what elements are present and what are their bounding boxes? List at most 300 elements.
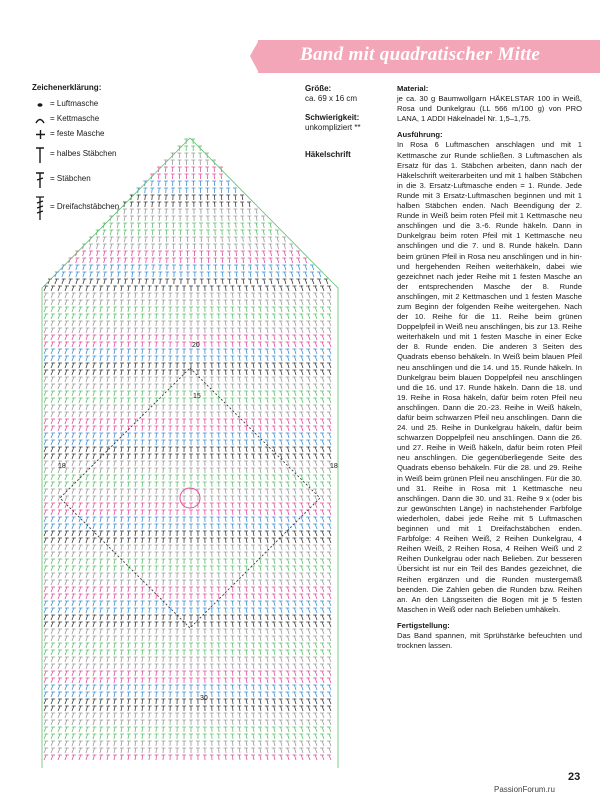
stitch-mark	[196, 314, 200, 319]
stitch-mark	[237, 748, 241, 753]
stitch-mark	[106, 405, 110, 410]
stitch-mark	[240, 195, 244, 200]
stitch-mark	[120, 601, 124, 606]
stitch-mark	[58, 398, 62, 403]
stitch-mark	[182, 538, 186, 543]
stitch-mark	[155, 461, 159, 466]
stitch-mark	[148, 349, 152, 354]
stitch-mark	[230, 566, 234, 571]
stitch-mark	[203, 748, 207, 753]
stitch-mark	[106, 384, 110, 389]
stitch-mark	[320, 398, 324, 403]
stitch-mark	[127, 363, 131, 368]
stitch-mark	[106, 538, 110, 543]
stitch-mark	[279, 510, 283, 515]
stitch-mark	[203, 615, 207, 620]
stitch-mark	[320, 384, 324, 389]
stitch-mark	[272, 692, 276, 697]
stitch-mark	[199, 230, 203, 235]
stitch-mark	[155, 622, 159, 627]
stitch-mark	[313, 342, 317, 347]
stitch-mark	[313, 349, 317, 354]
stitch-mark	[261, 223, 265, 228]
stitch-mark	[272, 412, 276, 417]
stitch-mark	[203, 307, 207, 312]
stitch-mark	[120, 398, 124, 403]
stitch-mark	[72, 412, 76, 417]
stitch-mark	[210, 685, 214, 690]
stitch-mark	[286, 699, 290, 704]
stitch-mark	[306, 384, 310, 389]
stitch-mark	[134, 433, 138, 438]
stitch-mark	[144, 202, 148, 207]
stitch-mark	[313, 734, 317, 739]
stitch-mark	[265, 734, 269, 739]
stitch-mark	[217, 713, 221, 718]
stitch-mark	[210, 580, 214, 585]
stitch-mark	[210, 321, 214, 326]
stitch-mark	[217, 426, 221, 431]
stitch-mark	[210, 671, 214, 676]
stitch-mark	[230, 461, 234, 466]
stitch-mark	[217, 566, 221, 571]
stitch-mark	[175, 384, 179, 389]
page-number: 23	[568, 771, 581, 783]
stitch-mark	[65, 741, 69, 746]
stitch-mark	[106, 587, 110, 592]
stitch-mark	[251, 531, 255, 536]
stitch-mark	[203, 405, 207, 410]
stitch-mark	[175, 370, 179, 375]
stitch-mark	[198, 174, 202, 179]
stitch-mark	[272, 643, 276, 648]
stitch-mark	[51, 727, 55, 732]
stitch-mark	[265, 482, 269, 487]
stitch-mark	[251, 699, 255, 704]
stitch-mark	[51, 433, 55, 438]
stitch-mark	[286, 447, 290, 452]
stitch-mark	[254, 230, 258, 235]
stitch-mark	[272, 580, 276, 585]
stitch-mark	[299, 559, 303, 564]
stitch-mark	[134, 293, 138, 298]
stitch-mark	[120, 755, 124, 760]
stitch-mark	[279, 608, 283, 613]
stitch-mark	[327, 685, 331, 690]
stitch-mark	[240, 209, 244, 214]
stitch-mark	[313, 657, 317, 662]
stitch-mark	[65, 475, 69, 480]
stitch-mark	[251, 629, 255, 634]
stitch-mark	[206, 209, 210, 214]
stitch-mark	[113, 664, 117, 669]
stitch-mark	[72, 328, 76, 333]
stitch-mark	[244, 748, 248, 753]
stitch-mark	[141, 496, 145, 501]
stitch-mark	[155, 664, 159, 669]
stitch-mark	[127, 720, 131, 725]
stitch-mark	[251, 286, 255, 291]
stitch-mark	[127, 454, 131, 459]
stitch-mark	[113, 496, 117, 501]
stitch-mark	[93, 566, 97, 571]
stitch-mark	[286, 377, 290, 382]
stitch-mark	[286, 545, 290, 550]
stitch-mark	[210, 426, 214, 431]
stitch-mark	[258, 398, 262, 403]
stitch-mark	[237, 692, 241, 697]
stitch-mark	[120, 706, 124, 711]
stitch-mark	[320, 335, 324, 340]
stitch-mark	[131, 265, 135, 270]
stitch-mark	[51, 293, 55, 298]
stitch-mark	[134, 559, 138, 564]
stitch-mark	[172, 244, 176, 249]
stitch-mark	[155, 391, 159, 396]
stitch-mark	[320, 510, 324, 515]
stitch-mark	[120, 321, 124, 326]
stitch-mark	[244, 398, 248, 403]
stitch-mark	[127, 566, 131, 571]
stitch-mark	[65, 685, 69, 690]
stitch-mark	[203, 657, 207, 662]
stitch-mark	[279, 426, 283, 431]
stitch-mark	[286, 363, 290, 368]
stitch-mark	[255, 258, 259, 263]
stitch-mark	[86, 734, 90, 739]
stitch-mark	[230, 398, 234, 403]
stitch-mark	[292, 741, 296, 746]
stitch-mark	[244, 370, 248, 375]
stitch-mark	[72, 363, 76, 368]
stitch-mark	[306, 307, 310, 312]
stitch-mark	[161, 615, 165, 620]
stitch-mark	[72, 489, 76, 494]
stitch-mark	[251, 748, 255, 753]
stitch-mark	[51, 622, 55, 627]
stitch-mark	[244, 552, 248, 557]
stitch-mark	[124, 258, 128, 263]
stitch-mark	[99, 573, 103, 578]
stitch-mark	[217, 692, 221, 697]
stitch-mark	[265, 594, 269, 599]
stitch-mark	[279, 615, 283, 620]
stitch-mark	[203, 433, 207, 438]
stitch-mark	[148, 720, 152, 725]
stitch-mark	[217, 496, 221, 501]
stitch-mark	[161, 335, 165, 340]
stitch-mark	[258, 615, 262, 620]
stitch-mark	[110, 258, 114, 263]
stitch-mark	[161, 538, 165, 543]
stitch-mark	[224, 377, 228, 382]
stitch-mark	[86, 454, 90, 459]
stitch-mark	[172, 237, 176, 242]
stitch-mark	[171, 181, 175, 186]
stitch-mark	[44, 643, 48, 648]
stitch-mark	[96, 279, 100, 284]
stitch-mark	[313, 461, 317, 466]
stitch-mark	[306, 300, 310, 305]
stitch-mark	[106, 622, 110, 627]
stitch-mark	[120, 419, 124, 424]
stitch-mark	[286, 489, 290, 494]
stitch-mark	[44, 454, 48, 459]
stitch-mark	[199, 237, 203, 242]
stitch-mark	[58, 286, 62, 291]
stitch-mark	[230, 447, 234, 452]
stitch-mark	[251, 433, 255, 438]
stitch-mark	[120, 356, 124, 361]
stitch-mark	[265, 531, 269, 536]
stitch-mark	[292, 475, 296, 480]
stitch-mark	[292, 405, 296, 410]
stitch-mark	[93, 573, 97, 578]
stitch-mark	[258, 440, 262, 445]
stitch-mark	[168, 622, 172, 627]
stitch-mark	[265, 727, 269, 732]
stitch-mark	[203, 587, 207, 592]
stitch-mark	[185, 181, 189, 186]
stitch-mark	[237, 741, 241, 746]
stitch-mark	[44, 391, 48, 396]
stitch-mark	[99, 335, 103, 340]
stitch-mark	[251, 419, 255, 424]
stitch-mark	[230, 531, 234, 536]
stitch-mark	[51, 321, 55, 326]
stitch-mark	[189, 552, 193, 557]
stitch-mark	[251, 328, 255, 333]
stitch-mark	[123, 223, 127, 228]
stitch-mark	[58, 538, 62, 543]
stitch-mark	[224, 734, 228, 739]
stitch-mark	[210, 538, 214, 543]
stitch-mark	[127, 335, 131, 340]
stitch-mark	[148, 426, 152, 431]
stitch-mark	[148, 510, 152, 515]
stitch-mark	[203, 678, 207, 683]
stitch-mark	[44, 741, 48, 746]
stitch-mark	[55, 279, 59, 284]
stitch-mark	[234, 230, 238, 235]
stitch-mark	[127, 552, 131, 557]
stitch-mark	[65, 580, 69, 585]
stitch-mark	[51, 454, 55, 459]
stitch-mark	[265, 454, 269, 459]
stitch-mark	[106, 321, 110, 326]
stitch-mark	[175, 524, 179, 529]
stitch-mark	[93, 524, 97, 529]
stitch-mark	[327, 531, 331, 536]
stitch-mark	[127, 559, 131, 564]
stitch-mark	[175, 300, 179, 305]
stitch-mark	[113, 461, 117, 466]
stitch-mark	[217, 580, 221, 585]
stitch-mark	[168, 510, 172, 515]
stitch-mark	[120, 566, 124, 571]
stitch-mark	[106, 286, 110, 291]
stitch-mark	[113, 580, 117, 585]
stitch-mark	[72, 391, 76, 396]
stitch-mark	[72, 692, 76, 697]
stitch-mark	[99, 636, 103, 641]
stitch-mark	[127, 517, 131, 522]
stitch-mark	[93, 426, 97, 431]
stitch-mark	[279, 321, 283, 326]
stitch-mark	[182, 405, 186, 410]
stitch-mark	[324, 279, 328, 284]
stitch-mark	[306, 538, 310, 543]
stitch-mark	[99, 706, 103, 711]
stitch-mark	[289, 279, 293, 284]
stitch-mark	[286, 419, 290, 424]
stitch-mark	[303, 272, 307, 277]
stitch-mark	[148, 636, 152, 641]
stitch-mark	[120, 377, 124, 382]
stitch-mark	[161, 328, 165, 333]
stitch-mark	[168, 692, 172, 697]
stitch-mark	[51, 720, 55, 725]
stitch-mark	[148, 594, 152, 599]
stitch-mark	[65, 496, 69, 501]
stitch-mark	[292, 363, 296, 368]
stitch-mark	[148, 657, 152, 662]
stitch-mark	[155, 657, 159, 662]
stitch-mark	[203, 314, 207, 319]
stitch-mark	[99, 699, 103, 704]
stitch-mark	[179, 258, 183, 263]
size-block	[305, 84, 390, 103]
stitch-mark	[292, 321, 296, 326]
stitch-mark	[279, 713, 283, 718]
stitch-mark	[44, 496, 48, 501]
stitch-mark	[224, 405, 228, 410]
stitch-mark	[175, 391, 179, 396]
stitch-mark	[230, 559, 234, 564]
stitch-mark	[286, 573, 290, 578]
stitch-mark	[93, 384, 97, 389]
stitch-mark	[313, 636, 317, 641]
stitch-mark	[310, 272, 314, 277]
stitch-mark	[198, 160, 202, 165]
stitch-mark	[299, 748, 303, 753]
stitch-mark	[210, 517, 214, 522]
stitch-mark	[113, 286, 117, 291]
stitch-mark	[127, 713, 131, 718]
stitch-mark	[72, 734, 76, 739]
stitch-mark	[292, 552, 296, 557]
stitch-mark	[178, 223, 182, 228]
stitch-mark	[279, 524, 283, 529]
stitch-mark	[141, 615, 145, 620]
stitch-mark	[279, 741, 283, 746]
stitch-mark	[51, 510, 55, 515]
stitch-mark	[258, 713, 262, 718]
stitch-mark	[120, 538, 124, 543]
stitch-mark	[224, 412, 228, 417]
stitch-mark	[196, 643, 200, 648]
stitch-mark	[210, 531, 214, 536]
stitch-mark	[299, 664, 303, 669]
stitch-mark	[65, 419, 69, 424]
stitch-mark	[220, 272, 224, 277]
stitch-mark	[327, 643, 331, 648]
stitch-mark	[189, 335, 193, 340]
stitch-mark	[44, 342, 48, 347]
stitch-mark	[217, 356, 221, 361]
stitch-mark	[320, 489, 324, 494]
stitch-mark	[86, 720, 90, 725]
stitch-mark	[127, 342, 131, 347]
stitch-mark	[72, 517, 76, 522]
stitch-mark	[44, 489, 48, 494]
stitch-mark	[292, 538, 296, 543]
stitch-mark	[165, 251, 169, 256]
stitch-mark	[175, 664, 179, 669]
stitch-mark	[272, 482, 276, 487]
stitch-mark	[244, 566, 248, 571]
stitch-mark	[134, 629, 138, 634]
stitch-mark	[93, 503, 97, 508]
stitch-mark	[141, 356, 145, 361]
stitch-mark	[203, 559, 207, 564]
stitch-mark	[124, 244, 128, 249]
stitch-mark	[141, 650, 145, 655]
stitch-mark	[237, 328, 241, 333]
stitch-mark	[265, 566, 269, 571]
stitch-mark	[86, 699, 90, 704]
stitch-mark	[138, 272, 142, 277]
stitch-mark	[327, 573, 331, 578]
stitch-mark	[175, 587, 179, 592]
stitch-mark	[134, 300, 138, 305]
stitch-mark	[230, 510, 234, 515]
stitch-mark	[106, 629, 110, 634]
stitch-mark	[155, 363, 159, 368]
stitch-mark	[127, 545, 131, 550]
stitch-mark	[134, 335, 138, 340]
stitch-mark	[120, 314, 124, 319]
stitch-mark	[227, 279, 231, 284]
stitch-mark	[113, 671, 117, 676]
stitch-mark	[275, 244, 279, 249]
stitch-mark	[251, 615, 255, 620]
stitch-mark	[51, 580, 55, 585]
stitch-mark	[106, 454, 110, 459]
stitch-mark	[313, 307, 317, 312]
stitch-mark	[258, 741, 262, 746]
stitch-mark	[306, 755, 310, 760]
stitch-mark	[279, 475, 283, 480]
stitch-mark	[148, 461, 152, 466]
stitch-mark	[99, 601, 103, 606]
stitch-mark	[286, 510, 290, 515]
stitch-mark	[224, 496, 228, 501]
stitch-mark	[99, 321, 103, 326]
stitch-mark	[155, 286, 159, 291]
stitch-mark	[306, 741, 310, 746]
stitch-mark	[230, 405, 234, 410]
stitch-mark	[244, 615, 248, 620]
stitch-mark	[313, 356, 317, 361]
stitch-mark	[175, 419, 179, 424]
stitch-mark	[113, 699, 117, 704]
stitch-mark	[212, 174, 216, 179]
stitch-mark	[79, 300, 83, 305]
stitch-mark	[86, 433, 90, 438]
stitch-mark	[306, 608, 310, 613]
stitch-mark	[217, 734, 221, 739]
